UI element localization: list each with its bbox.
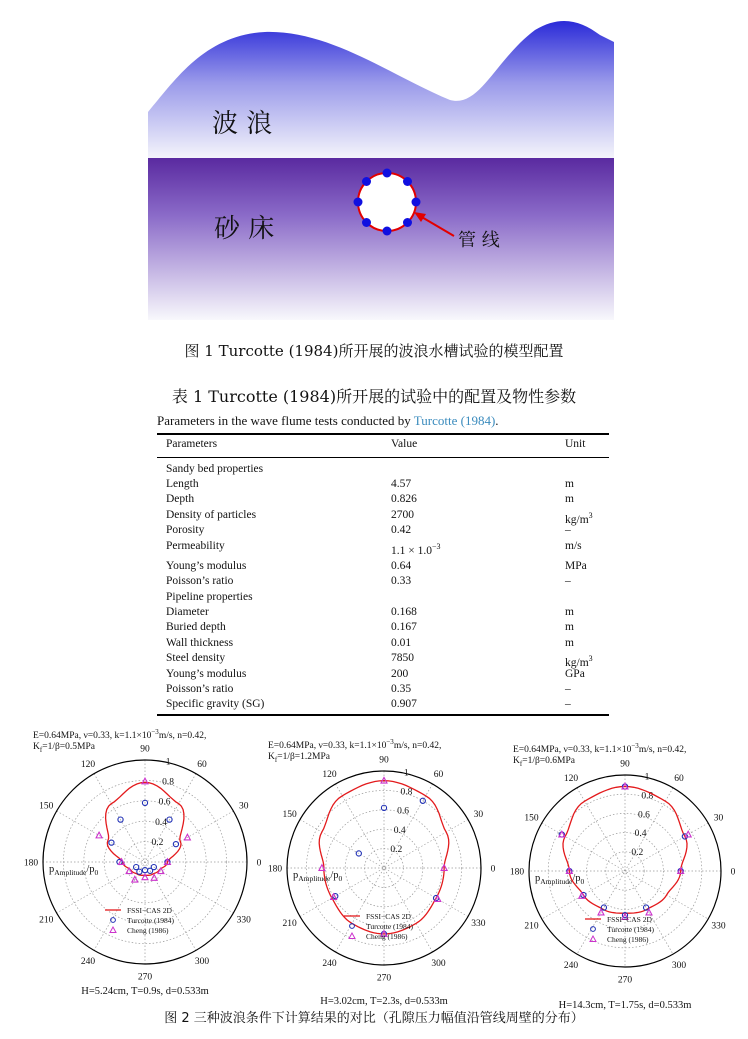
y-axis-label-p: p [49, 864, 55, 875]
angle-tick-label: 60 [674, 773, 684, 784]
angle-tick-label: 150 [39, 801, 54, 812]
radial-tick-label: 1 [644, 772, 650, 783]
table-row [157, 620, 609, 635]
legend-model-label: FSSI−CAS 2D [607, 915, 652, 924]
angle-tick-label: 240 [322, 958, 337, 969]
legend-cheng-label: Cheng (1986) [607, 935, 649, 944]
table-row [157, 590, 609, 605]
angle-tick-label: 30 [473, 810, 484, 820]
unit-text: m/s [565, 540, 582, 552]
param-cell: Sandy bed properties [166, 463, 264, 475]
parameters-subscript: f [519, 760, 523, 768]
turcotte-point [173, 842, 178, 847]
y-axis-label-p: p [535, 873, 541, 884]
angle-tick-label: 210 [524, 921, 539, 932]
value-text: 4.57 [391, 478, 412, 490]
value-cell [391, 492, 417, 507]
angle-tick-label: 210 [282, 919, 297, 929]
legend-model-label: FSSI−CAS 2D [127, 906, 172, 915]
wave-conditions-label: H=3.02cm, T=2.3s, d=0.533m [320, 996, 448, 1007]
parameters-text: K [33, 742, 40, 752]
unit-text: kg/m [565, 657, 589, 669]
radial-tick-label: 0.8 [400, 787, 413, 798]
table-row [157, 492, 609, 507]
angle-tick-label: 300 [194, 957, 210, 968]
value-cell [391, 477, 411, 492]
param-cell: Wall thickness [166, 637, 234, 649]
value-text: 0.907 [391, 698, 417, 710]
pipeline-label: 管 线 [458, 230, 500, 251]
parameters-line-2 [33, 742, 96, 754]
table-row [157, 667, 609, 682]
table-row [157, 697, 609, 712]
y-axis-label-tail: /p [86, 864, 95, 875]
parameters-text: =1/β=0.5MPa [42, 742, 95, 752]
unit-text: – [565, 575, 571, 587]
table-row [157, 508, 609, 526]
table-header-rule [157, 457, 609, 458]
legend-cheng-label: Cheng (1986) [127, 926, 169, 935]
table-row [157, 523, 609, 538]
parameters-line-1 [513, 742, 686, 755]
value-cell [391, 574, 411, 589]
param-cell: Pipeline properties [166, 591, 253, 603]
unit-cell [565, 559, 587, 574]
legend-cheng-swatch [590, 936, 596, 942]
angle-tick-label: 210 [39, 915, 54, 926]
param-cell: Poisson’s ratio [166, 683, 234, 695]
turcotte-point [420, 798, 425, 803]
table-row [157, 651, 609, 669]
unit-text: m [565, 478, 574, 490]
parameters-text: m/s, n=0.42, [158, 731, 207, 741]
y-axis-label-p: p [293, 870, 299, 881]
unit-text: m [565, 606, 574, 618]
value-text: 0.33 [391, 575, 412, 587]
header-value: Value [391, 438, 418, 450]
radial-tick-label: 0.6 [638, 810, 650, 821]
value-text: 0.64 [391, 560, 412, 572]
angle-tick-label: 0 [256, 858, 262, 869]
header-unit: Unit [565, 438, 586, 450]
radial-tick-label: 0.8 [641, 791, 654, 802]
value-cell [391, 620, 417, 635]
angle-tick-label: 270 [137, 972, 153, 983]
unit-cell [565, 620, 574, 635]
cheng-point [132, 876, 138, 882]
value-cell [391, 682, 411, 697]
value-exponent: −3 [432, 542, 441, 551]
unit-cell [565, 636, 574, 651]
parameters-text: K [268, 752, 275, 762]
parameters-line-2 [268, 752, 331, 764]
angle-tick-label: 150 [282, 810, 297, 820]
cheng-point [158, 868, 164, 874]
polar-plot-2 [268, 736, 496, 1008]
parameters-line-1 [268, 738, 441, 751]
parameters-exponent: −3 [386, 738, 394, 746]
radial-tick-label: 1 [165, 757, 171, 768]
angle-tick-label: 180 [267, 864, 283, 875]
table-bottom-rule [157, 714, 609, 716]
y-axis-label-sub: Amplitude [298, 874, 331, 883]
param-cell: Buried depth [166, 621, 226, 633]
value-cell [391, 539, 441, 559]
param-cell: Young’s modulus [166, 560, 247, 572]
legend-cheng-swatch [349, 933, 355, 939]
y-axis-label-tail-sub: 0 [338, 874, 343, 883]
parameters-exponent: −3 [151, 728, 159, 736]
param-cell: Permeability [166, 540, 225, 552]
radial-tick-label: 1 [403, 768, 409, 779]
value-cell [391, 559, 411, 574]
header-parameters: Parameters [166, 438, 218, 450]
table-row [157, 477, 609, 492]
polar-plot-1 [23, 726, 262, 998]
value-cell [391, 523, 411, 538]
wave-conditions-label: H=5.24cm, T=0.9s, d=0.533m [81, 986, 209, 997]
angle-tick-label: 300 [671, 961, 687, 972]
radial-tick-label: 0.4 [155, 817, 167, 828]
legend-turcotte-swatch [591, 927, 596, 932]
legend-turcotte-label: Turcotte (1984) [607, 925, 655, 934]
angle-tick-label: 120 [80, 759, 96, 770]
unit-cell [565, 667, 585, 682]
param-cell: Specific gravity (SG) [166, 698, 265, 710]
figure-1-caption: 图 1 Turcotte (1984)所开展的波浪水槽试验的模型配置 [184, 342, 564, 360]
cheng-point [96, 832, 102, 838]
unit-cell [565, 682, 571, 697]
table-subtitle-prefix: Parameters in the wave flume tests conducted by [157, 413, 414, 428]
angle-tick-label: 30 [713, 813, 724, 824]
y-axis-label [49, 864, 99, 877]
radial-tick-label: 0.2 [631, 848, 644, 859]
value-text: 0.167 [391, 621, 417, 633]
angle-tick-label: 90 [379, 755, 389, 766]
parameters-text: m/s, n=0.42, [393, 741, 442, 751]
unit-cell [565, 477, 574, 492]
y-axis-label-sub: Amplitude [540, 877, 573, 886]
value-text: 7850 [391, 652, 414, 664]
table-subtitle [157, 413, 499, 429]
wave-conditions-label: H=14.3cm, T=1.75s, d=0.533m [558, 1000, 692, 1011]
value-text: 1.1 × 1.0 [391, 545, 432, 557]
angle-tick-label: 180 [509, 867, 525, 878]
angle-tick-label: 90 [140, 744, 150, 755]
cheng-point [559, 831, 565, 837]
table-row [157, 574, 609, 589]
table-header-row [157, 437, 609, 452]
angle-tick-label: 60 [433, 770, 444, 781]
radial-tick-label: 0.4 [634, 829, 647, 840]
value-cell [391, 697, 417, 712]
y-axis-label-sub: Amplitude [54, 868, 87, 877]
legend-cheng-label: Cheng (1986) [366, 932, 408, 941]
y-axis-label [293, 870, 343, 883]
angle-tick-label: 330 [471, 919, 486, 929]
parameters-text: m/s, n=0.42, [638, 745, 687, 755]
angle-tick-label: 270 [617, 975, 633, 986]
legend-turcotte-swatch [350, 924, 355, 929]
value-cell [391, 605, 417, 620]
table-row [157, 682, 609, 697]
value-cell [391, 667, 408, 682]
radial-tick-label: 0.6 [158, 797, 171, 808]
legend-cheng-swatch [110, 927, 116, 933]
unit-exponent: 3 [588, 511, 593, 520]
y-axis-label-tail-sub: 0 [94, 868, 99, 877]
cheng-point [184, 834, 190, 840]
angle-tick-label: 90 [620, 759, 630, 770]
radial-tick-label: 0.4 [393, 825, 406, 836]
table-top-rule [157, 433, 609, 435]
polar-plot-3 [509, 740, 741, 1012]
table-row [157, 462, 609, 477]
value-text: 0.01 [391, 637, 412, 649]
cheng-point [685, 831, 691, 837]
pipeline-cross-section [354, 169, 421, 236]
parameters-line-2 [513, 756, 576, 768]
param-cell: Length [166, 478, 199, 490]
angle-tick-label: 0 [490, 864, 496, 875]
angle-tick-label: 180 [23, 858, 39, 869]
parameters-text: =1/β=1.2MPa [277, 752, 330, 762]
parameters-subscript: f [39, 746, 43, 754]
value-text: 0.42 [391, 524, 412, 536]
unit-exponent: 3 [588, 654, 593, 663]
unit-text: kg/m [565, 514, 589, 526]
table-row [157, 636, 609, 651]
unit-text: – [565, 683, 571, 695]
param-cell: Steel density [166, 652, 226, 664]
angle-tick-label: 270 [376, 973, 392, 984]
radial-tick-label: 0.2 [390, 844, 403, 855]
param-cell: Young’s modulus [166, 668, 247, 680]
table-row [157, 605, 609, 620]
angle-tick-label: 60 [197, 759, 207, 770]
legend-turcotte-label: Turcotte (1984) [366, 922, 414, 931]
figure-2-caption: 图 2 三种波浪条件下计算结果的对比（孔隙压力幅值沿管线周壁的分布） [164, 1011, 584, 1026]
y-axis-label-tail: /p [572, 873, 581, 884]
unit-cell [565, 492, 574, 507]
parameters-subscript: f [274, 756, 278, 764]
value-text: 2700 [391, 509, 414, 521]
sand-bed-label: 砂 床 [214, 214, 275, 244]
unit-text: – [565, 524, 571, 536]
cheng-point [126, 868, 132, 874]
parameters-line-1 [33, 728, 206, 741]
unit-cell [565, 574, 571, 589]
parameters-text: K [513, 756, 520, 766]
angle-tick-label: 300 [431, 958, 446, 969]
angle-tick-label: 120 [322, 770, 337, 781]
y-axis-label-tail-sub: 0 [580, 877, 585, 886]
y-axis-label [535, 873, 585, 886]
angle-tick-label: 120 [563, 773, 579, 784]
parameters-text: E=0.64MPa, ν=0.33, k=1.1×10 [268, 741, 387, 751]
unit-text: MPa [565, 560, 587, 572]
wave-label: 波 浪 [212, 109, 273, 139]
unit-cell [565, 697, 571, 712]
angle-tick-label: 0 [730, 867, 736, 878]
radial-tick-label: 0.2 [151, 837, 164, 848]
angle-tick-label: 240 [80, 957, 96, 968]
unit-text: m [565, 621, 574, 633]
legend-turcotte-label: Turcotte (1984) [127, 916, 175, 925]
angle-tick-label: 150 [524, 813, 539, 824]
y-axis-label-tail: /p [330, 870, 339, 881]
value-cell [391, 651, 414, 666]
angle-tick-label: 30 [238, 801, 249, 812]
param-cell: Depth [166, 493, 195, 505]
value-text: 0.35 [391, 683, 412, 695]
table-row [157, 559, 609, 574]
param-cell: Density of particles [166, 509, 257, 521]
radial-tick-label: 0.8 [162, 777, 175, 788]
value-text: 0.168 [391, 606, 417, 618]
unit-text: GPa [565, 668, 585, 680]
wave-flume-diagram [0, 0, 748, 330]
param-cell: Poisson’s ratio [166, 575, 234, 587]
parameters-text: =1/β=0.6MPa [522, 756, 575, 766]
parameters-text: E=0.64MPa, ν=0.33, k=1.1×10 [513, 745, 632, 755]
parameters-text: E=0.64MPa, ν=0.33, k=1.1×10 [33, 731, 152, 741]
value-cell [391, 508, 414, 523]
table-subtitle-suffix: . [495, 413, 499, 428]
unit-cell [565, 539, 582, 554]
table-row [157, 539, 609, 557]
param-cell: Diameter [166, 606, 209, 618]
param-cell: Porosity [166, 524, 205, 536]
unit-cell [565, 523, 571, 538]
value-cell [391, 636, 411, 651]
radial-tick-label: 0.6 [397, 806, 409, 817]
unit-text: m [565, 637, 574, 649]
unit-text: – [565, 698, 571, 710]
table-title: 表 1 Turcotte (1984)所开展的试验中的配置及物性参数 [171, 387, 577, 406]
value-text: 200 [391, 668, 409, 680]
unit-text: m [565, 493, 574, 505]
parameters-exponent: −3 [631, 742, 639, 750]
legend-model-label: FSSI−CAS 2D [366, 912, 411, 921]
unit-cell [565, 605, 574, 620]
turcotte-point [142, 868, 147, 873]
turcotte-citation-link[interactable]: Turcotte (1984) [413, 413, 496, 428]
angle-tick-label: 240 [563, 961, 579, 972]
angle-tick-label: 330 [236, 915, 251, 926]
value-text: 0.826 [391, 493, 417, 505]
angle-tick-label: 330 [711, 921, 726, 932]
